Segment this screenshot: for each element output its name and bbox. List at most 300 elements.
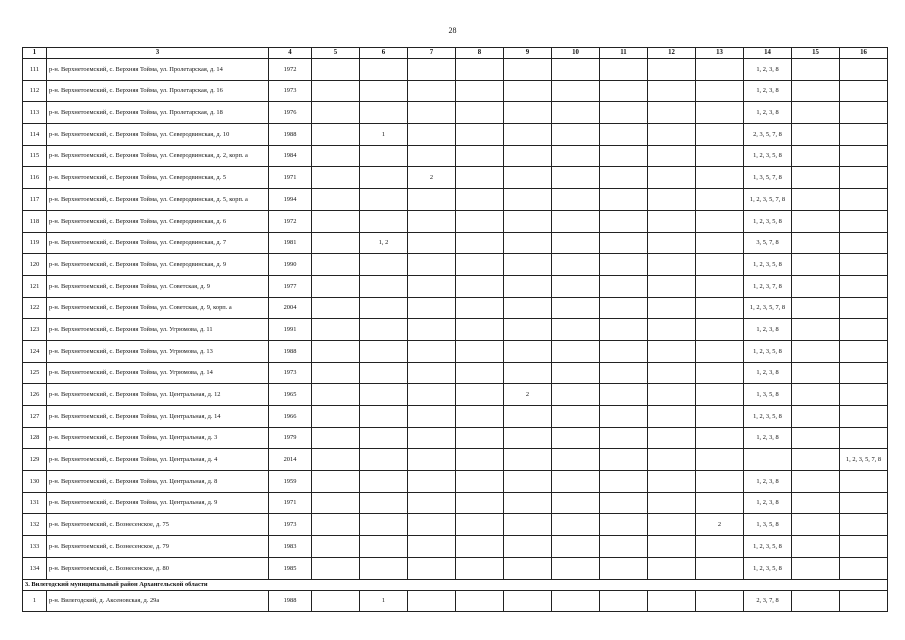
cell-col-5 xyxy=(312,557,360,579)
cell-col-12 xyxy=(648,145,696,167)
row-number: 113 xyxy=(23,102,47,124)
cell-col-13 xyxy=(696,406,744,428)
cell-col-13 xyxy=(696,232,744,254)
cell-col-10 xyxy=(552,384,600,406)
cell-col-10 xyxy=(552,427,600,449)
cell-col-16 xyxy=(840,536,888,558)
cell-col-7 xyxy=(408,102,456,124)
table-row xyxy=(23,275,888,297)
cell-col-6 xyxy=(360,80,408,102)
cell-col-9 xyxy=(504,427,552,449)
cell-col-15 xyxy=(792,167,840,189)
cell-col-10 xyxy=(552,590,600,612)
cell-col-12 xyxy=(648,80,696,102)
cell-col-16 xyxy=(840,471,888,493)
cell-col-6 xyxy=(360,297,408,319)
cell-col-7 xyxy=(408,362,456,384)
table-row xyxy=(23,254,888,276)
cell-col-12 xyxy=(648,449,696,471)
cell-col-15 xyxy=(792,319,840,341)
table-row xyxy=(23,471,888,493)
cell-col-9 xyxy=(504,449,552,471)
cell-col-9 xyxy=(504,232,552,254)
cell-col-5 xyxy=(312,449,360,471)
cell-col-12 xyxy=(648,492,696,514)
cell-col-8 xyxy=(456,319,504,341)
address-cell: р-н. Верхнетоемский, с. Верхняя Тойма, ул. Пролетарская, д. 16 xyxy=(47,80,269,102)
cell-col-8 xyxy=(456,471,504,493)
cell-col-10 xyxy=(552,557,600,579)
cell-col-15 xyxy=(792,362,840,384)
cell-col-12 xyxy=(648,536,696,558)
cell-col-6 xyxy=(360,557,408,579)
year-cell: 1973 xyxy=(269,80,312,102)
cell-col-8 xyxy=(456,557,504,579)
cell-col-14: 1, 2, 3, 8 xyxy=(744,319,792,341)
table-row xyxy=(23,189,888,211)
year-cell: 1988 xyxy=(269,340,312,362)
cell-col-10 xyxy=(552,189,600,211)
cell-col-9 xyxy=(504,340,552,362)
cell-col-8 xyxy=(456,384,504,406)
cell-col-5 xyxy=(312,254,360,276)
cell-col-14: 3, 5, 7, 8 xyxy=(744,232,792,254)
cell-col-15 xyxy=(792,124,840,146)
cell-col-13 xyxy=(696,145,744,167)
address-cell: р-н. Верхнетоемский, с. Верхняя Тойма, ул. Северодвинская, д. 10 xyxy=(47,124,269,146)
cell-col-16 xyxy=(840,514,888,536)
cell-col-6 xyxy=(360,427,408,449)
cell-col-15 xyxy=(792,59,840,81)
cell-col-13 xyxy=(696,557,744,579)
cell-col-13 xyxy=(696,471,744,493)
cell-col-9 xyxy=(504,297,552,319)
row-number: 119 xyxy=(23,232,47,254)
year-cell: 1981 xyxy=(269,232,312,254)
row-number: 115 xyxy=(23,145,47,167)
cell-col-6 xyxy=(360,275,408,297)
address-cell: р-н. Верхнетоемский, с. Верхняя Тойма, ул. Центральная, д. 8 xyxy=(47,471,269,493)
cell-col-11 xyxy=(600,297,648,319)
address-cell: р-н. Верхнетоемский, с. Верхняя Тойма, ул. Северодвинская, д. 7 xyxy=(47,232,269,254)
cell-col-11 xyxy=(600,80,648,102)
address-cell: р-н. Верхнетоемский, с. Верхняя Тойма, ул. Центральная, д. 12 xyxy=(47,384,269,406)
year-cell: 1972 xyxy=(269,59,312,81)
cell-col-15 xyxy=(792,590,840,612)
cell-col-11 xyxy=(600,210,648,232)
cell-col-12 xyxy=(648,297,696,319)
row-number: 126 xyxy=(23,384,47,406)
cell-col-9 xyxy=(504,80,552,102)
table-row xyxy=(23,102,888,124)
cell-col-13 xyxy=(696,59,744,81)
cell-col-8 xyxy=(456,145,504,167)
column-header: 12 xyxy=(648,48,696,59)
year-cell: 1966 xyxy=(269,406,312,428)
cell-col-7 xyxy=(408,590,456,612)
cell-col-14: 1, 2, 3, 8 xyxy=(744,362,792,384)
cell-col-14: 1, 2, 3, 8 xyxy=(744,59,792,81)
cell-col-12 xyxy=(648,210,696,232)
cell-col-12 xyxy=(648,406,696,428)
cell-col-5 xyxy=(312,384,360,406)
table-row xyxy=(23,297,888,319)
cell-col-7 xyxy=(408,340,456,362)
cell-col-7 xyxy=(408,319,456,341)
cell-col-7 xyxy=(408,492,456,514)
column-header: 13 xyxy=(696,48,744,59)
cell-col-11 xyxy=(600,384,648,406)
cell-col-10 xyxy=(552,254,600,276)
cell-col-15 xyxy=(792,145,840,167)
column-header: 1 xyxy=(23,48,47,59)
cell-col-15 xyxy=(792,297,840,319)
cell-col-12 xyxy=(648,557,696,579)
table-row xyxy=(23,536,888,558)
cell-col-16 xyxy=(840,427,888,449)
year-cell: 2004 xyxy=(269,297,312,319)
cell-col-14: 1, 2, 3, 5, 8 xyxy=(744,145,792,167)
cell-col-7 xyxy=(408,124,456,146)
cell-col-10 xyxy=(552,514,600,536)
column-header: 6 xyxy=(360,48,408,59)
row-number: 121 xyxy=(23,275,47,297)
cell-col-13 xyxy=(696,492,744,514)
cell-col-6 xyxy=(360,492,408,514)
cell-col-11 xyxy=(600,449,648,471)
cell-col-13 xyxy=(696,449,744,471)
cell-col-15 xyxy=(792,210,840,232)
column-header: 7 xyxy=(408,48,456,59)
cell-col-5 xyxy=(312,319,360,341)
cell-col-13 xyxy=(696,102,744,124)
cell-col-10 xyxy=(552,145,600,167)
cell-col-8 xyxy=(456,536,504,558)
cell-col-7: 2 xyxy=(408,167,456,189)
year-cell: 1971 xyxy=(269,492,312,514)
table-row xyxy=(23,124,888,146)
row-number: 122 xyxy=(23,297,47,319)
cell-col-7 xyxy=(408,557,456,579)
cell-col-16 xyxy=(840,590,888,612)
cell-col-15 xyxy=(792,471,840,493)
cell-col-9 xyxy=(504,102,552,124)
cell-col-11 xyxy=(600,145,648,167)
cell-col-10 xyxy=(552,362,600,384)
cell-col-9 xyxy=(504,124,552,146)
cell-col-16 xyxy=(840,362,888,384)
row-number: 127 xyxy=(23,406,47,428)
cell-col-7 xyxy=(408,536,456,558)
cell-col-11 xyxy=(600,492,648,514)
cell-col-11 xyxy=(600,406,648,428)
cell-col-6 xyxy=(360,145,408,167)
row-number: 1 xyxy=(23,590,47,612)
cell-col-6 xyxy=(360,189,408,211)
cell-col-6 xyxy=(360,384,408,406)
cell-col-9: 2 xyxy=(504,384,552,406)
row-number: 114 xyxy=(23,124,47,146)
column-header: 4 xyxy=(269,48,312,59)
table-row xyxy=(23,492,888,514)
cell-col-13 xyxy=(696,297,744,319)
address-cell: р-н. Верхнетоемский, с. Вознесенское, д. 75 xyxy=(47,514,269,536)
column-header: 5 xyxy=(312,48,360,59)
table-row xyxy=(23,319,888,341)
year-cell: 1959 xyxy=(269,471,312,493)
cell-col-10 xyxy=(552,297,600,319)
table-row xyxy=(23,384,888,406)
cell-col-13 xyxy=(696,189,744,211)
cell-col-6 xyxy=(360,210,408,232)
row-number: 134 xyxy=(23,557,47,579)
cell-col-10 xyxy=(552,406,600,428)
cell-col-6: 1 xyxy=(360,590,408,612)
cell-col-15 xyxy=(792,232,840,254)
cell-col-11 xyxy=(600,124,648,146)
table-row xyxy=(23,340,888,362)
cell-col-16 xyxy=(840,406,888,428)
cell-col-14: 1, 2, 3, 8 xyxy=(744,102,792,124)
cell-col-13 xyxy=(696,167,744,189)
cell-col-12 xyxy=(648,102,696,124)
housing-table xyxy=(22,47,888,612)
cell-col-10 xyxy=(552,210,600,232)
cell-col-13 xyxy=(696,340,744,362)
cell-col-11 xyxy=(600,167,648,189)
cell-col-14: 1, 2, 3, 5, 8 xyxy=(744,210,792,232)
table-row xyxy=(23,514,888,536)
cell-col-8 xyxy=(456,59,504,81)
cell-col-16 xyxy=(840,80,888,102)
cell-col-11 xyxy=(600,59,648,81)
table-row xyxy=(23,362,888,384)
cell-col-6 xyxy=(360,536,408,558)
cell-col-15 xyxy=(792,492,840,514)
cell-col-9 xyxy=(504,471,552,493)
cell-col-16 xyxy=(840,210,888,232)
cell-col-7 xyxy=(408,406,456,428)
cell-col-12 xyxy=(648,167,696,189)
cell-col-8 xyxy=(456,80,504,102)
cell-col-12 xyxy=(648,254,696,276)
table-row xyxy=(23,427,888,449)
cell-col-15 xyxy=(792,557,840,579)
cell-col-9 xyxy=(504,210,552,232)
cell-col-9 xyxy=(504,590,552,612)
table-row xyxy=(23,590,888,612)
cell-col-7 xyxy=(408,80,456,102)
cell-col-11 xyxy=(600,471,648,493)
cell-col-5 xyxy=(312,514,360,536)
cell-col-6 xyxy=(360,340,408,362)
cell-col-9 xyxy=(504,145,552,167)
cell-col-11 xyxy=(600,102,648,124)
cell-col-15 xyxy=(792,340,840,362)
address-cell: р-н. Верхнетоемский, с. Верхняя Тойма, ул. Советская, д. 9 xyxy=(47,275,269,297)
year-cell: 1977 xyxy=(269,275,312,297)
cell-col-8 xyxy=(456,189,504,211)
cell-col-16 xyxy=(840,189,888,211)
header-row xyxy=(23,48,888,59)
cell-col-16 xyxy=(840,492,888,514)
cell-col-6: 1, 2 xyxy=(360,232,408,254)
cell-col-13: 2 xyxy=(696,514,744,536)
address-cell: р-н. Верхнетоемский, с. Вознесенское, д. 80 xyxy=(47,557,269,579)
cell-col-14: 1, 2, 3, 5, 8 xyxy=(744,406,792,428)
cell-col-10 xyxy=(552,80,600,102)
year-cell: 1972 xyxy=(269,210,312,232)
address-cell: р-н. Верхнетоемский, с. Верхняя Тойма, ул. Северодвинская, д. 9 xyxy=(47,254,269,276)
cell-col-8 xyxy=(456,210,504,232)
cell-col-16 xyxy=(840,59,888,81)
cell-col-13 xyxy=(696,362,744,384)
cell-col-7 xyxy=(408,232,456,254)
table-row xyxy=(23,145,888,167)
column-header: 11 xyxy=(600,48,648,59)
year-cell: 1985 xyxy=(269,557,312,579)
cell-col-7 xyxy=(408,471,456,493)
cell-col-5 xyxy=(312,167,360,189)
cell-col-7 xyxy=(408,275,456,297)
cell-col-13 xyxy=(696,124,744,146)
cell-col-6 xyxy=(360,406,408,428)
cell-col-8 xyxy=(456,297,504,319)
cell-col-6 xyxy=(360,167,408,189)
address-cell: р-н. Верхнетоемский, с. Вознесенское, д. 79 xyxy=(47,536,269,558)
column-header: 15 xyxy=(792,48,840,59)
cell-col-16: 1, 2, 3, 5, 7, 8 xyxy=(840,449,888,471)
address-cell: р-н. Верхнетоемский, с. Верхняя Тойма, ул. Северодвинская, д. 6 xyxy=(47,210,269,232)
cell-col-8 xyxy=(456,449,504,471)
row-number: 120 xyxy=(23,254,47,276)
cell-col-8 xyxy=(456,514,504,536)
cell-col-10 xyxy=(552,275,600,297)
cell-col-14: 2, 3, 7, 8 xyxy=(744,590,792,612)
cell-col-15 xyxy=(792,427,840,449)
row-number: 123 xyxy=(23,319,47,341)
cell-col-10 xyxy=(552,59,600,81)
cell-col-8 xyxy=(456,492,504,514)
cell-col-5 xyxy=(312,471,360,493)
cell-col-12 xyxy=(648,59,696,81)
cell-col-11 xyxy=(600,536,648,558)
cell-col-8 xyxy=(456,232,504,254)
address-cell: р-н. Верхнетоемский, с. Верхняя Тойма, ул. Северодвинская, д. 2, корп. а xyxy=(47,145,269,167)
column-header: 10 xyxy=(552,48,600,59)
cell-col-16 xyxy=(840,145,888,167)
cell-col-14: 1, 3, 5, 8 xyxy=(744,384,792,406)
cell-col-15 xyxy=(792,80,840,102)
row-number: 128 xyxy=(23,427,47,449)
page-number: 28 xyxy=(448,26,457,35)
cell-col-10 xyxy=(552,340,600,362)
cell-col-9 xyxy=(504,189,552,211)
cell-col-8 xyxy=(456,102,504,124)
cell-col-9 xyxy=(504,514,552,536)
cell-col-13 xyxy=(696,427,744,449)
cell-col-15 xyxy=(792,536,840,558)
row-number: 129 xyxy=(23,449,47,471)
cell-col-12 xyxy=(648,362,696,384)
cell-col-5 xyxy=(312,275,360,297)
address-cell: р-н. Верхнетоемский, с. Верхняя Тойма, ул. Северодвинская, д. 5, корп. а xyxy=(47,189,269,211)
cell-col-5 xyxy=(312,145,360,167)
cell-col-10 xyxy=(552,492,600,514)
table-row xyxy=(23,232,888,254)
table-row xyxy=(23,406,888,428)
address-cell: р-н. Верхнетоемский, с. Верхняя Тойма, ул. Центральная, д. 9 xyxy=(47,492,269,514)
cell-col-11 xyxy=(600,557,648,579)
cell-col-7 xyxy=(408,384,456,406)
cell-col-10 xyxy=(552,167,600,189)
cell-col-13 xyxy=(696,590,744,612)
cell-col-11 xyxy=(600,254,648,276)
cell-col-16 xyxy=(840,102,888,124)
cell-col-13 xyxy=(696,210,744,232)
cell-col-16 xyxy=(840,384,888,406)
column-header: 8 xyxy=(456,48,504,59)
table-row xyxy=(23,210,888,232)
cell-col-16 xyxy=(840,297,888,319)
cell-col-7 xyxy=(408,59,456,81)
cell-col-6 xyxy=(360,254,408,276)
cell-col-11 xyxy=(600,340,648,362)
cell-col-15 xyxy=(792,254,840,276)
cell-col-7 xyxy=(408,254,456,276)
cell-col-13 xyxy=(696,384,744,406)
cell-col-6: 1 xyxy=(360,124,408,146)
cell-col-14: 1, 2, 3, 8 xyxy=(744,427,792,449)
cell-col-5 xyxy=(312,210,360,232)
year-cell: 2014 xyxy=(269,449,312,471)
row-number: 118 xyxy=(23,210,47,232)
cell-col-5 xyxy=(312,590,360,612)
cell-col-10 xyxy=(552,449,600,471)
cell-col-14: 1, 3, 5, 8 xyxy=(744,514,792,536)
column-header: 9 xyxy=(504,48,552,59)
cell-col-8 xyxy=(456,406,504,428)
cell-col-12 xyxy=(648,471,696,493)
cell-col-11 xyxy=(600,590,648,612)
cell-col-12 xyxy=(648,590,696,612)
cell-col-14: 1, 3, 5, 7, 8 xyxy=(744,167,792,189)
cell-col-7 xyxy=(408,427,456,449)
cell-col-10 xyxy=(552,124,600,146)
cell-col-5 xyxy=(312,297,360,319)
cell-col-16 xyxy=(840,275,888,297)
cell-col-10 xyxy=(552,536,600,558)
cell-col-15 xyxy=(792,449,840,471)
row-number: 125 xyxy=(23,362,47,384)
year-cell: 1965 xyxy=(269,384,312,406)
cell-col-16 xyxy=(840,124,888,146)
address-cell: р-н. Верхнетоемский, с. Верхняя Тойма, ул. Пролетарская, д. 18 xyxy=(47,102,269,124)
cell-col-14: 1, 2, 3, 5, 7, 8 xyxy=(744,297,792,319)
address-cell: р-н. Верхнетоемский, с. Верхняя Тойма, ул. Северодвинская, д. 5 xyxy=(47,167,269,189)
cell-col-5 xyxy=(312,362,360,384)
cell-col-10 xyxy=(552,319,600,341)
year-cell: 1991 xyxy=(269,319,312,341)
address-cell: р-н. Вилегодский, д. Аксеновская, д. 29а xyxy=(47,590,269,612)
cell-col-12 xyxy=(648,384,696,406)
cell-col-13 xyxy=(696,275,744,297)
address-cell: р-н. Верхнетоемский, с. Верхняя Тойма, ул. Угрюмова, д. 13 xyxy=(47,340,269,362)
cell-col-9 xyxy=(504,167,552,189)
address-cell: р-н. Верхнетоемский, с. Верхняя Тойма, ул. Советская, д. 9, корп. а xyxy=(47,297,269,319)
cell-col-11 xyxy=(600,514,648,536)
cell-col-16 xyxy=(840,254,888,276)
